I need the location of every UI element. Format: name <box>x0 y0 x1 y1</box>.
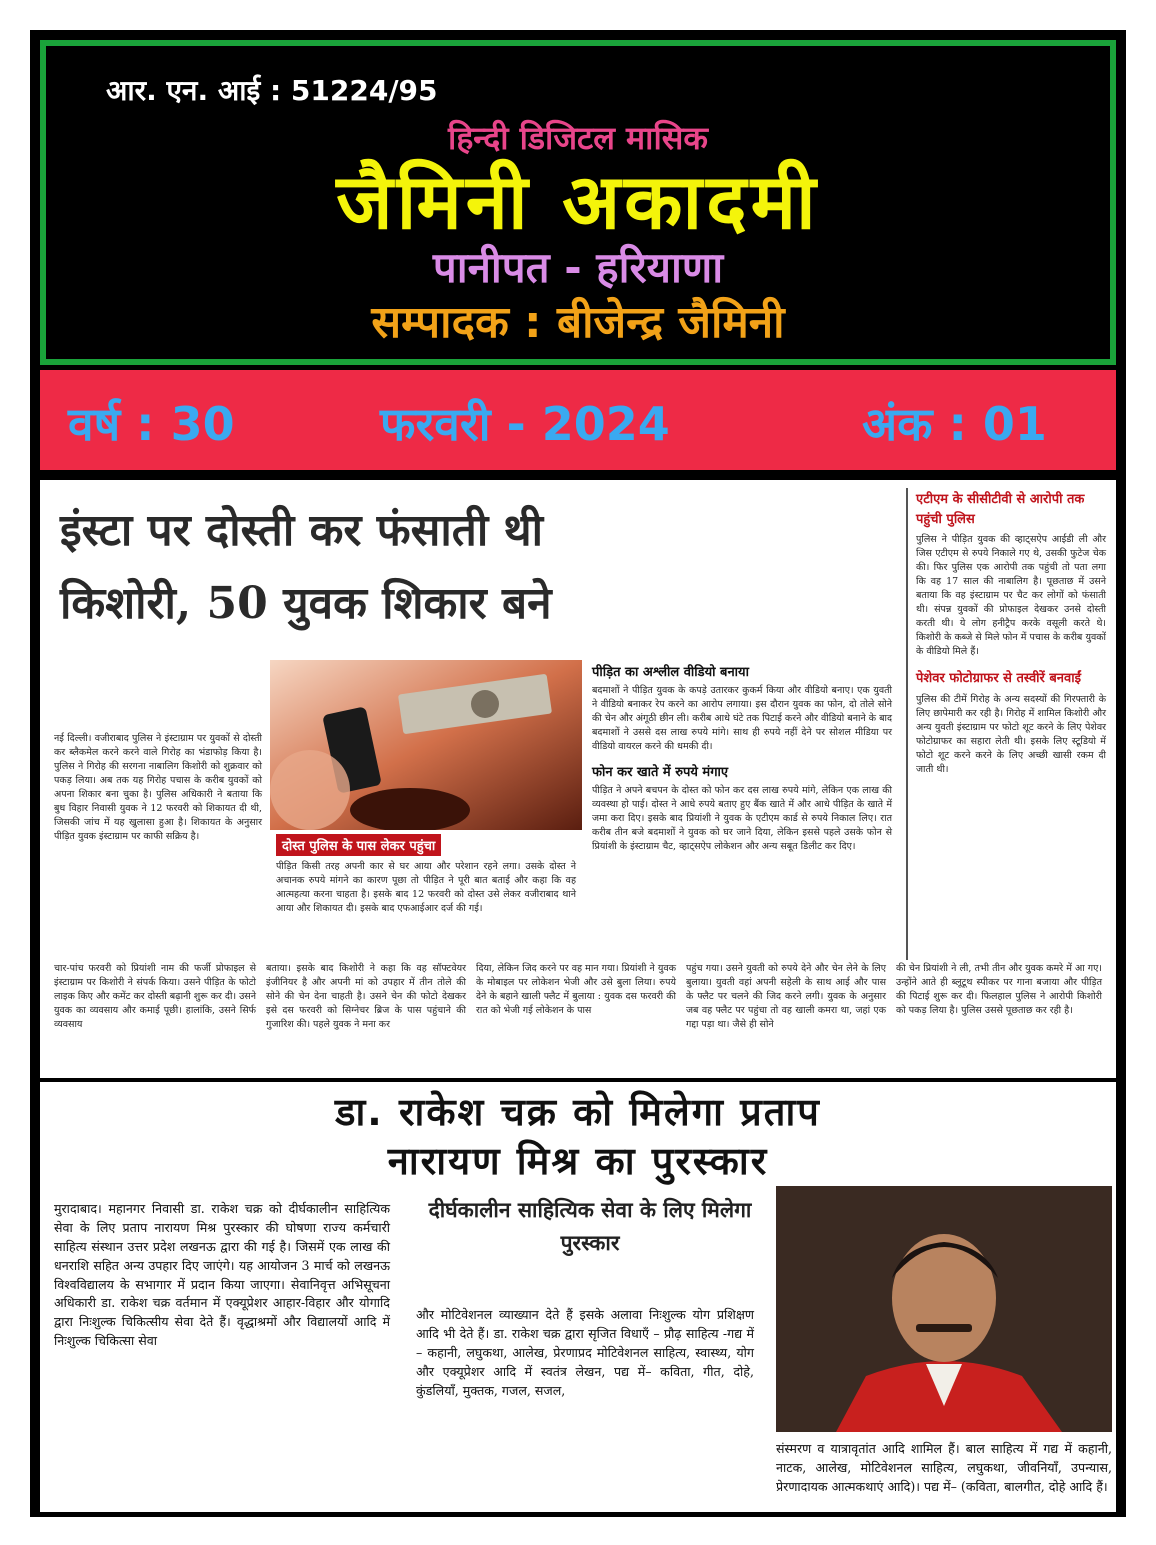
article1-column-4 <box>686 962 886 1032</box>
article1-section-1 <box>592 660 892 854</box>
article1-photo-caption <box>276 832 576 916</box>
article1-column-5-text: की चेन प्रियांशी ने ली, तभी तीन और युवक कमरे में आ गए। उन्होंने आते ही ब्लूटूथ स्पीकर पर गाना बजाया और पीड़ित की पिटाई शुरू कर दी। फिलहाल पुलिस ने आरोपी किशोरी को पकड़ लिया है। पुलिस उससे पूछताछ कर रही है। <box>896 963 1102 1017</box>
article1-lead <box>54 732 262 844</box>
masthead <box>40 40 1116 365</box>
article1-column-2 <box>266 962 466 1032</box>
article2-callout: दीर्घकालीन साहित्यिक सेवा के लिए मिलेगा पुरस्कार <box>428 1198 752 1255</box>
section1-text: बदमाशों ने पीड़ित युवक के कपड़े उतारकर कुकर्म किया और वीडियो बनाए। एक युवती ने वीडियो बनाकर रेप करने का आरोप लगाया। इस दौरान युवक का फोन, दो तोले सोने की चेन और अंगूठी छीन ली। करीब आधे घंटे तक पिटाई करने और वीडियो बनाने के बाद बदमाशों ने उससे दस लाख रुपये मांगे। साथ ही रुपये नहीं देने पर सोशल मीडिया पर वीडियो वायरल करने की धमकी दी। <box>592 685 892 753</box>
article1-column-1 <box>54 962 256 1032</box>
rni-number: आर. एन. आई : 51224/95 <box>106 74 438 107</box>
article1-column-1-text: चार-पांच फरवरी को प्रियांशी नाम की फर्जी प्रोफाइल से इंस्टाग्राम पर किशोरी ने संपर्क किया। उसने पीड़ित के फोटो लाइक किए और कमेंट कर दोस्ती बढ़ानी शुरू कर दी। उसने युवक का व्यवसाय और कमाई पूछी। हालांकि, उसने सिर्फ व्यवसाय <box>54 963 256 1031</box>
article2-column-3-text: संस्मरण व यात्रावृतांत आदि शामिल हैं। बाल साहित्य में गद्य में कहानी, नाटक, आलेख, मोटिवेशनल साहित्य, लघुकथा, जीवनियाँ, उपन्यास, प्रेरणादायक आत्मकथाएं आदि)। पद्य में– (कविता, बालगीत, दोहे आदि हैं। <box>776 1441 1112 1494</box>
masthead-place: पानीपत - हरियाणा <box>432 243 724 292</box>
article1-column-2-text: बताया। इसके बाद किशोरी ने कहा कि वह सॉफ्टवेयर इंजीनियर है और अपनी मां को उपहार में तीन तोले की सोने की चेन देना चाहती है। उसने चेन की फोटो देखकर इसे दस फरवरी को सिग्नेचर ब्रिज के पास पहुंचाने की गुजारिश की। पहले युवक ने मना कर <box>266 963 466 1031</box>
issue-number: अंक : 01 <box>862 397 1047 451</box>
section2-heading: फोन कर खाते में रुपये मंगाए <box>592 765 729 781</box>
article2-column-1-text: मुरादाबाद। महानगर निवासी डा. राकेश चक्र को दीर्घकालीन साहित्यिक सेवा के लिए प्रताप नारायण मिश्र पुरस्कार की घोषणा राज्य कर्मचारी साहित्य संस्थान उत्तर प्रदेश लखनऊ द्वारा की गई है। जिसमें एक लाख की धनराशि सहित अन्य उपहार दिए जाएंगे। यह आयोजन 3 मार्च को लखनऊ विश्वविद्यालय के सभागार में प्रदान किया जाएगा। सेवानिवृत्त अभिसूचना अधिकारी डा. राकेश चक्र वर्तमान में एक्यूप्रेशर आहार-विहार और योगादि द्वारा निःशुल्क चिकित्सीय सेवा देते हैं। वृद्धाश्रमों और विद्यालयों आदि में निःशुल्क चिकित्सा सेवा <box>54 1201 390 1349</box>
article1-headline <box>60 492 900 642</box>
sidebar-text-1: पुलिस ने पीड़ित युवक की व्हाट्सऐप आईडी ली और जिस एटीएम से रुपये निकाले गए थे, उसकी फुटेज चेक की। फिर पुलिस एक आरोपी तक पहुंची तो पता लगा कि वह 17 साल की नाबालिग है। पूछताछ में उसने बताया कि वह इंस्टाग्राम पर चैट कर लोगों को फंसाती थी। संपन्न युवकों की प्रोफाइल देखकर उनसे दोस्ती करती थी। ये लोग हनीट्रैप करके वसूली करते थे। किशोरी के कब्जे से मिले फोन में पचास के करीब युवकों के वीडियो मिले हैं। <box>916 534 1106 658</box>
article1-column-3 <box>476 962 676 1018</box>
sidebar-text-2: पुलिस की टीमें गिरोह के अन्य सदस्यों की गिरफ्तारी के लिए छापेमारी कर रही है। गिरोह में शामिल किशोरी और अन्य युवती इंस्टाग्राम पर फोटो शूट करने के लिए पेशेवर फोटोग्राफर का सहारा लेती थी। इसके लिए स्टूडियो में फोटो शूट करने करने के लिए अच्छी खासी रकम दी जाती थी। <box>916 693 1106 776</box>
article1-column-4-text: पहुंच गया। उसने युवती को रुपये देने और चेन लेने के लिए बुलाया। युवती वहां अपनी सहेली के साथ आई और पास के फ्लैट पर चलने की जिद करने लगी। युवक के अनुसार जब वह फ्लैट पर पहुंचा तो वह खाली कमरा था, जहां एक गद्दा पड़ा था। जैसे ही सोने <box>686 963 886 1031</box>
article1-sidebar <box>906 488 1106 960</box>
article1-column-3-text: दिया, लेकिन जिद करने पर वह मान गया। प्रियांशी ने युवक के मोबाइल पर लोकेशन भेजी और उसे बुला लिया। रुपये देने के बहाने खाली फ्लैट में बुलाया : युवक दस फरवरी की रात को भेजी गई लोकेशन के पास <box>476 963 676 1017</box>
section2-text: पीड़ित ने अपने बचपन के दोस्त को फोन कर दस लाख रुपये मांगे, लेकिन एक लाख की व्यवस्था हो पाई। दोस्त ने आधे रुपये बताए हुए बैंक खाते में और आधे पीड़ित के खाते में जमा करा दिए। इसके बाद प्रियांशी ने युवक के एटीएम कार्ड से रुपये निकाल लिए। रात करीब तीन बजे बदमाशों ने युवक को घर जाने दिया, लेकिन इससे पहले उसके फोन से प्रियांशी के इंस्टाग्राम चैट, व्हाट्सऐप लोकेशन और अन्य सबूत डिलीट कर दिए। <box>592 785 892 853</box>
photo-caption-heading: दोस्त पुलिस के पास लेकर पहुंचा <box>276 834 441 856</box>
issue-month: फरवरी - 2024 <box>380 397 670 451</box>
photo-caption-text: पीड़ित किसी तरह अपनी कार से घर आया और परेशान रहने लगा। उसके दोस्त ने अचानक रुपये मांगने का कारण पूछा तो पीड़ित ने पूरी बात बताई और कहा कि वह आत्महत्या करना चाहता है। इसके बाद 12 फरवरी को दोस्त उसे लेकर वजीराबाद थाने आया और शिकायत दी। इसके बाद एफआईआर दर्ज की गई। <box>276 861 576 915</box>
article2-column-1 <box>54 1200 390 1351</box>
sidebar-heading-1: एटीएम के सीसीटीवी से आरोपी तक पहुंची पुलिस <box>916 492 1085 527</box>
issue-band <box>40 370 1116 470</box>
article2-headline <box>40 1088 1116 1187</box>
masthead-title: जैमिनी अकादमी <box>336 157 820 246</box>
news-clipping-1 <box>40 480 1116 1078</box>
article1-photo <box>270 660 582 830</box>
masthead-subtitle: हिन्दी डिजिटल मासिक <box>448 119 708 157</box>
article1-column-5 <box>896 962 1102 1018</box>
masthead-editor: सम्पादक : बीजेन्द्र जैमिनी <box>371 297 785 348</box>
author-photo <box>776 1186 1112 1432</box>
article2-column-2-text: और मोटिवेशनल व्याख्यान देते हैं इसके अलावा निःशुल्क योग प्रशिक्षण आदि भी देते हैं। डा. राकेश चक्र द्वारा सृजित विधाएँ – प्रौढ़ साहित्य -गद्य में – कहानी, लघुकथा, आलेख, प्रेरणाप्रद मोटिवेशनल साहित्य, स्वास्थ्य, योग और एक्यूप्रेशर आदि में स्वतंत्र लेखन, पद्य में– कविता, गीत, दोहे, कुंडलियाँ, मुक्तक, गजल, सजल, <box>416 1307 754 1398</box>
article1-headline-line2: किशोरी, 50 युवक शिकार बने <box>60 578 552 629</box>
article2-column-3 <box>776 1440 1112 1497</box>
issue-year: वर्ष : 30 <box>68 397 235 451</box>
news-clipping-2 <box>40 1082 1116 1512</box>
article2-headline-line2: नारायण मिश्र का पुरस्कार <box>387 1139 769 1184</box>
section1-heading: पीड़ित का अश्लील वीडियो बनाया <box>592 665 749 680</box>
article2-headline-line1: डा. राकेश चक्र को मिलेगा प्रताप <box>335 1090 821 1134</box>
article1-headline-line1: इंस्टा पर दोस्ती कर फंसाती थी <box>60 505 544 556</box>
sidebar-heading-2: पेशेवर फोटोग्राफर से तस्वीरें बनवाईं <box>916 671 1082 687</box>
article1-lead-text: नई दिल्ली। वजीराबाद पुलिस ने इंस्टाग्राम पर युवकों से दोस्ती कर ब्लैकमेल करने करने वाले गिरोह का भंडाफोड़ किया है। पुलिस ने गिरोह की सरगना नाबालिग किशोरी को शुक्रवार को पकड़ लिया। अब तक यह गिरोह पचास के करीब युवकों को अपना शिकार बना चुका है। पुलिस अधिकारी ने बताया कि बुध विहार निवासी युवक ने 12 फरवरी को शिकायत दी थी, जिसकी जांच में यह खुलासा हुआ है। शिकायत के अनुसार पीड़ित युवक इंस्टाग्राम पर काफी सक्रिय है। <box>54 733 262 843</box>
article2-column-2 <box>416 1306 754 1400</box>
